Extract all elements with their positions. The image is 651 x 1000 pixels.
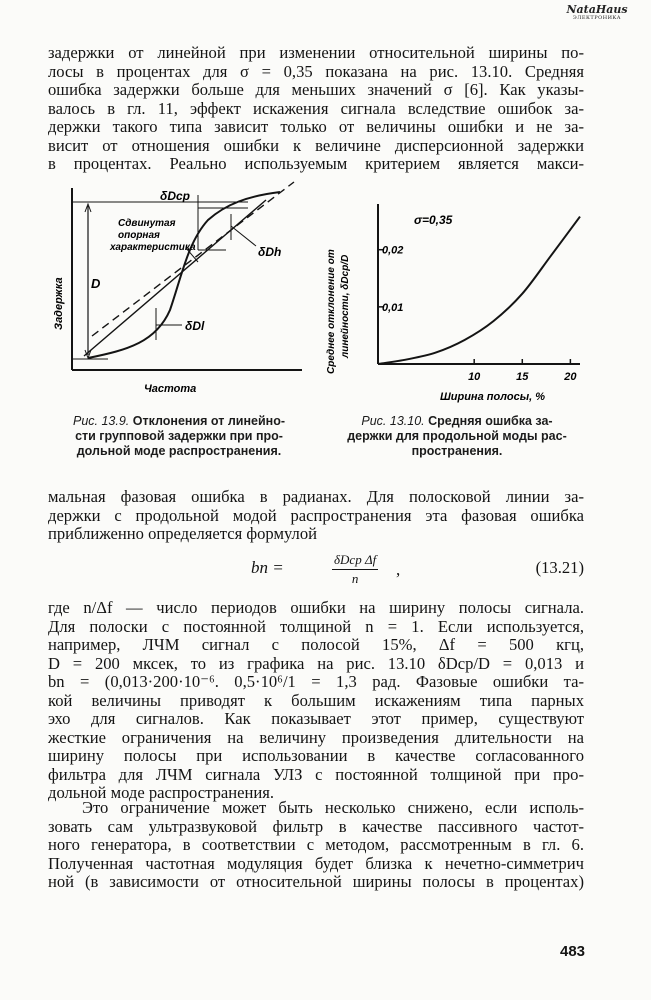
- chart-y-label-2: линейности, δDcp/D: [340, 254, 351, 358]
- formula-tail: ,: [396, 560, 401, 579]
- text-line: приближенно определяется формулой: [48, 524, 317, 543]
- watermark-text: NataHaus: [566, 3, 628, 16]
- chart-series-line-0: [378, 217, 580, 364]
- text-line: зовать сам ультразвуковой фильтр в качестве пассивного частот-: [48, 816, 584, 836]
- chart-y-tick-label: 0,01: [382, 301, 404, 314]
- paragraph-last: [48, 799, 584, 892]
- caption-fig-13-10: [326, 414, 588, 459]
- formula-lhs: bn =: [251, 558, 284, 577]
- text-line: эхо для сигналов. Как показывает этот пример, существуют: [48, 709, 584, 728]
- text-line: ного генератора, в соответствии с методом, рассмотренным в гл. 6.: [48, 835, 584, 854]
- fig1-label-dDcp: δDcp: [160, 189, 190, 203]
- chart-y-label-1: Среднее отклонение от: [326, 249, 337, 374]
- text-line: задержки от линейной при изменении относительной ширины по-: [48, 43, 584, 62]
- text-line: фильтра для ЛЧМ сигнала УЛЗ с постоянной толщиной при про-: [48, 764, 584, 784]
- caption-label: Рис. 13.10.: [361, 414, 425, 428]
- caption-text: сти групповой задержки при про-: [75, 429, 283, 443]
- text-line: Полученная частотная модуляция будет близка к нечетно-симметрич: [48, 853, 584, 873]
- text-line: держки такого типа зависит только от величины ошибки и не за-: [48, 117, 584, 136]
- text-line: bn = (0,013·200·10⁻⁶. 0,5·10⁶/1 = 1,3 рад. Фазовые ошибки та-: [48, 672, 584, 691]
- fig1-shifted-reference-line: [92, 182, 294, 336]
- text-line: D = 200 мксек, то из графика на рис. 13.10 δDcp/D = 0,013 и: [48, 653, 584, 673]
- caption-label: Рис. 13.9.: [72, 414, 130, 428]
- chart-x-tick-label: 10: [468, 371, 481, 383]
- figure-13-10-chart: [318, 196, 590, 408]
- text-line: дольной моде распространения.: [48, 783, 275, 802]
- paragraph-top: [48, 44, 584, 174]
- fig1-x-label: Частота: [144, 383, 197, 395]
- watermark-logo: [557, 4, 637, 21]
- fig1-label-dDh: δDh: [258, 245, 282, 259]
- text-line: ошибка задержки больше для меньших значений σ [6]. Как указы-: [48, 80, 584, 99]
- fig1-y-label: Задержка: [53, 277, 65, 330]
- caption-text: Средняя ошибка за-: [428, 414, 553, 428]
- fig1-delay-curve: [88, 192, 280, 358]
- fig1-shifted-label-1: Сдвинутая: [118, 218, 176, 229]
- text-line: валось в гл. 11, эффект искажения сигнала вследствие ошибок за-: [48, 98, 584, 118]
- caption-text: пространения.: [411, 444, 503, 458]
- fig1-shifted-label-3: характеристика: [110, 242, 196, 253]
- chart-title: σ=0,35: [414, 213, 453, 227]
- text-line: жесткие ограничения на величину произведения длительности на: [48, 727, 584, 747]
- text-line: держки с продольной модой распространения эта фазовая ошибка: [48, 505, 584, 525]
- fig1-shifted-label-2: опорная: [118, 230, 160, 241]
- formula-denominator: n: [351, 571, 359, 586]
- watermark-subtext: ЭЛЕКТРОНИКА: [572, 15, 622, 21]
- page-number: 483: [560, 943, 586, 960]
- text-line: ной (в зависимости от относительной ширины полосы в процентах): [48, 872, 584, 891]
- text-line: лосы в процентах для σ = 0,35 показана на рис. 13.10. Средняя: [48, 61, 584, 81]
- text-line: Для полоски с постоянной толщиной n = 1. Если используется,: [48, 616, 584, 636]
- fig1-label-dDl: δDl: [185, 319, 205, 333]
- chart-x-tick-label: 20: [564, 371, 577, 383]
- caption-fig-13-9: [48, 414, 310, 459]
- figure-13-9: [48, 170, 308, 410]
- text-line: в процентах. Реально используемым критерием является макси-: [48, 154, 584, 173]
- chart-x-label: Ширина полосы, %: [440, 391, 546, 403]
- text-line: Это ограничение может быть несколько снижено, если исполь-: [82, 798, 584, 817]
- formula-numerator: δDcp Δf: [332, 552, 378, 570]
- text-line: кой величины приводят к большим искажениям типа парных: [48, 690, 584, 710]
- caption-text: дольной моде распространения.: [76, 444, 282, 458]
- equation-number: (13.21): [535, 558, 584, 577]
- fig1-label-D: D: [91, 276, 101, 291]
- chart-y-tick-label: 0,02: [382, 244, 404, 257]
- text-line: например, ЛЧМ сигнал с полосой 15%, Δf = 500 кгц,: [48, 635, 584, 654]
- paragraph-middle: [48, 488, 584, 544]
- text-line: мальная фазовая ошибка в радианах. Для полосковой линии за-: [48, 487, 584, 506]
- caption-text: Отклонения от линейно-: [132, 414, 286, 428]
- text-line: где n/Δf — число периодов ошибки на ширину полосы сигнала.: [48, 598, 584, 617]
- text-line: ширину полосы при использовании в качестве согласованного: [48, 746, 584, 765]
- fig1-dDh-pointer: [231, 226, 256, 246]
- formula-13-21: [48, 548, 584, 598]
- caption-text: держки для продольной моды рас-: [347, 429, 567, 443]
- text-line: висит от отношения ошибки к величине дисперсионной задержки: [48, 135, 584, 155]
- paragraph-bottom: [48, 599, 584, 803]
- formula-fraction: [332, 552, 378, 587]
- chart-x-tick-label: 15: [516, 371, 529, 383]
